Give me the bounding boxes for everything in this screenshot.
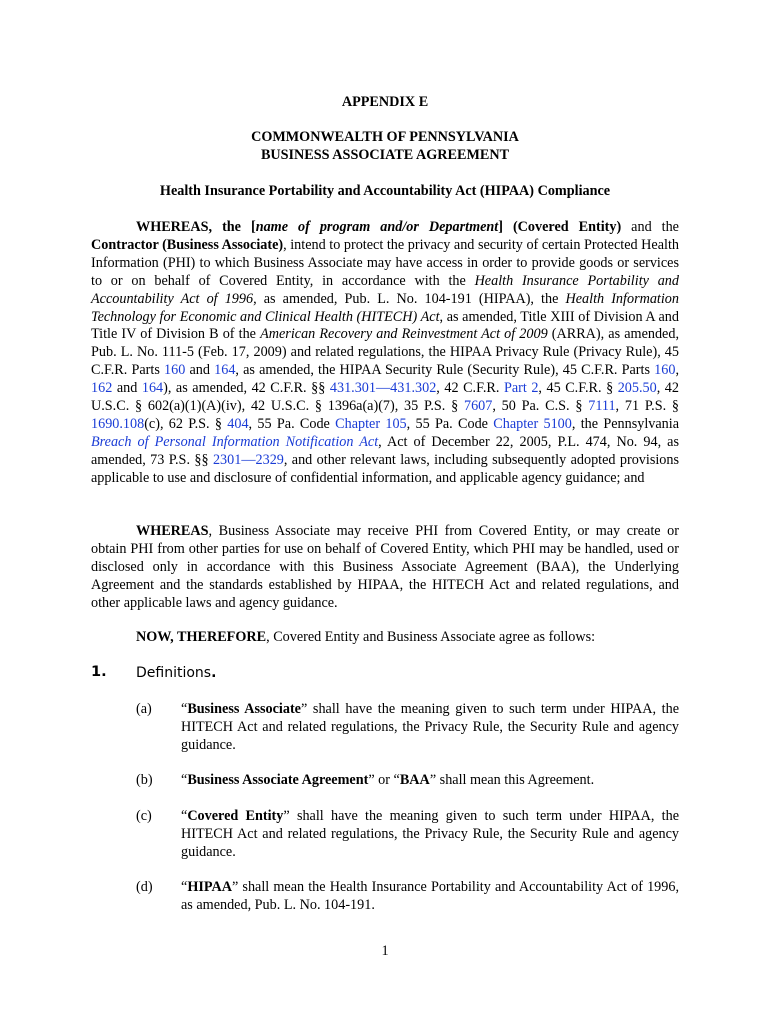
definition-label-b: (b) <box>136 772 153 788</box>
link-chapter-5100[interactable]: Chapter 5100 <box>493 415 572 432</box>
covered-entity-term: ] (Covered Entity) <box>498 219 622 235</box>
whereas-lead-2: WHEREAS <box>136 523 209 539</box>
link-part-164-security[interactable]: 164 <box>141 380 164 397</box>
link-breach-notification-act[interactable]: Breach of Personal Information Notification Act <box>91 433 379 450</box>
definition-c: “Covered Entity” shall have the meaning given to such term under HIPAA, the HITECH Act and related regulations, the Privacy Rule, the Security Rule and agency guidance. <box>181 808 680 860</box>
link-1690-108[interactable]: 1690.108 <box>91 415 145 432</box>
business-associate-term: Contractor (Business Associate) <box>91 236 284 253</box>
definition-a: “Business Associate” shall have the meaning given to such term under HIPAA, the HITECH Act and related regulations, the Privacy Rule, the Security Rule and agency guidance. <box>181 701 679 753</box>
definition-label-c: (c) <box>136 808 152 824</box>
hitech-act-title: Health Information Technology for Economic and Clinical Health (HITECH) Act <box>91 290 679 325</box>
section-number: 1. <box>91 664 107 680</box>
link-part-162[interactable]: 162 <box>91 380 113 397</box>
now-therefore-lead: NOW, THEREFORE <box>136 629 267 645</box>
link-431-301[interactable]: 431.301—431.302 <box>329 380 437 397</box>
whereas-paragraph-1: WHEREAS, the [name of program and/or Department] (Covered Entity) and the Contractor (Business Associate), intend to protect the privacy and security of certain Protected Health Information (PHI) to which Business Associate may have access in order to provide goods or services to or on behalf of Covered Entity, in accordance with the Health Insurance Portability and Accountability Act of 1996, as amended, Pub. L. No. 104-191 (HIPAA), the Health Information Technology for Economic and Clinical Health (HITECH) Act, as amended, Title XIII of Division A and Title IV of Division B of the American Recovery and Reinvestment Act of 2009 (ARRA), as amended, Pub. L. No. 111-5 (Feb. 17, 2009) and related regulations, the HIPAA Privacy Rule (Privacy Rule), 45 C.F.R. Parts 160 and 164, as amended, the HIPAA Security Rule (Security Rule), 45 C.F.R. Parts 160, 162 and 164), as amended, 42 C.F.R. §§ 431.301—431.302, 42 C.F.R. Part 2, 45 C.F.R. § 205.50, 42 U.S.C. § 602(a)(1)(A)(iv), 42 U.S.C. § 1396a(a)(7), 35 P.S. § 7607, 50 Pa. C.S. § 7111, 71 P.S. § 1690.108(c), 62 P.S. § 404, 55 Pa. Code Chapter 105, 55 Pa. Code Chapter 5100, the Pennsylvania Breach of Personal Information Notification Act, Act of December 22, 2005, P.L. 474, No. 94, as amended, 73 P.S. §§ 2301—2329, and other relevant laws, including subsequently adopted provisions applicable to use and disclosure of confidential information, and applicable agency guidance; and <box>91 219 679 486</box>
program-placeholder: name of program and/or Department <box>255 219 499 235</box>
link-2301-2329[interactable]: 2301—2329 <box>212 451 284 468</box>
definition-label-a: (a) <box>136 701 152 717</box>
defined-term: HIPAA <box>187 879 232 895</box>
page-number: 1 <box>381 943 389 959</box>
link-part-2[interactable]: Part 2 <box>503 380 539 397</box>
section-title: Definitions. <box>136 665 217 681</box>
defined-term: Business Associate Agreement <box>187 772 369 788</box>
link-7111[interactable]: 7111 <box>588 398 616 415</box>
link-404[interactable]: 404 <box>227 415 249 432</box>
link-7607[interactable]: 7607 <box>463 398 493 415</box>
defined-term: Business Associate <box>187 701 301 717</box>
appendix-heading: APPENDIX E <box>341 94 429 110</box>
definition-label-d: (d) <box>136 879 153 895</box>
whereas-lead: WHEREAS, the [ <box>136 219 256 235</box>
link-205-50[interactable]: 205.50 <box>617 380 657 397</box>
link-part-164[interactable]: 164 <box>214 362 236 379</box>
definition-b: “Business Associate Agreement” or “BAA” shall mean this Agreement. <box>181 772 595 788</box>
link-chapter-105[interactable]: Chapter 105 <box>335 415 407 432</box>
definition-d: “HIPAA” shall mean the Health Insurance Portability and Accountability Act of 1996, as amended, Pub. L. No. 104-191. <box>181 879 679 913</box>
defined-term: BAA <box>399 772 430 788</box>
defined-term: Covered Entity <box>187 808 284 824</box>
now-therefore-paragraph: NOW, THEREFORE, Covered Entity and Business Associate agree as follows: <box>136 629 596 645</box>
title-line-1: COMMONWEALTH OF PENNSYLVANIA <box>251 129 519 145</box>
link-part-160-security[interactable]: 160 <box>654 362 676 379</box>
title-line-2: BUSINESS ASSOCIATE AGREEMENT <box>260 147 510 163</box>
subtitle: Health Insurance Portability and Accountability Act (HIPAA) Compliance <box>159 183 611 199</box>
link-part-160[interactable]: 160 <box>164 362 186 379</box>
arra-act-title: American Recovery and Reinvestment Act of 2009 <box>260 326 548 343</box>
whereas-paragraph-2: WHEREAS, Business Associate may receive PHI from Covered Entity, or may create or obtain PHI from other parties for use on behalf of Covered Entity, which PHI may be handled, used or disclosed only in accordance with this Business Associate Agreement (BAA), the Underlying Agreement and the standards established by HIPAA, the HITECH Act and related regulations, and other applicable laws and agency guidance. <box>91 523 679 611</box>
hipaa-act-title: Health Insurance Portability and Accountability Act of 1996 <box>91 272 679 307</box>
